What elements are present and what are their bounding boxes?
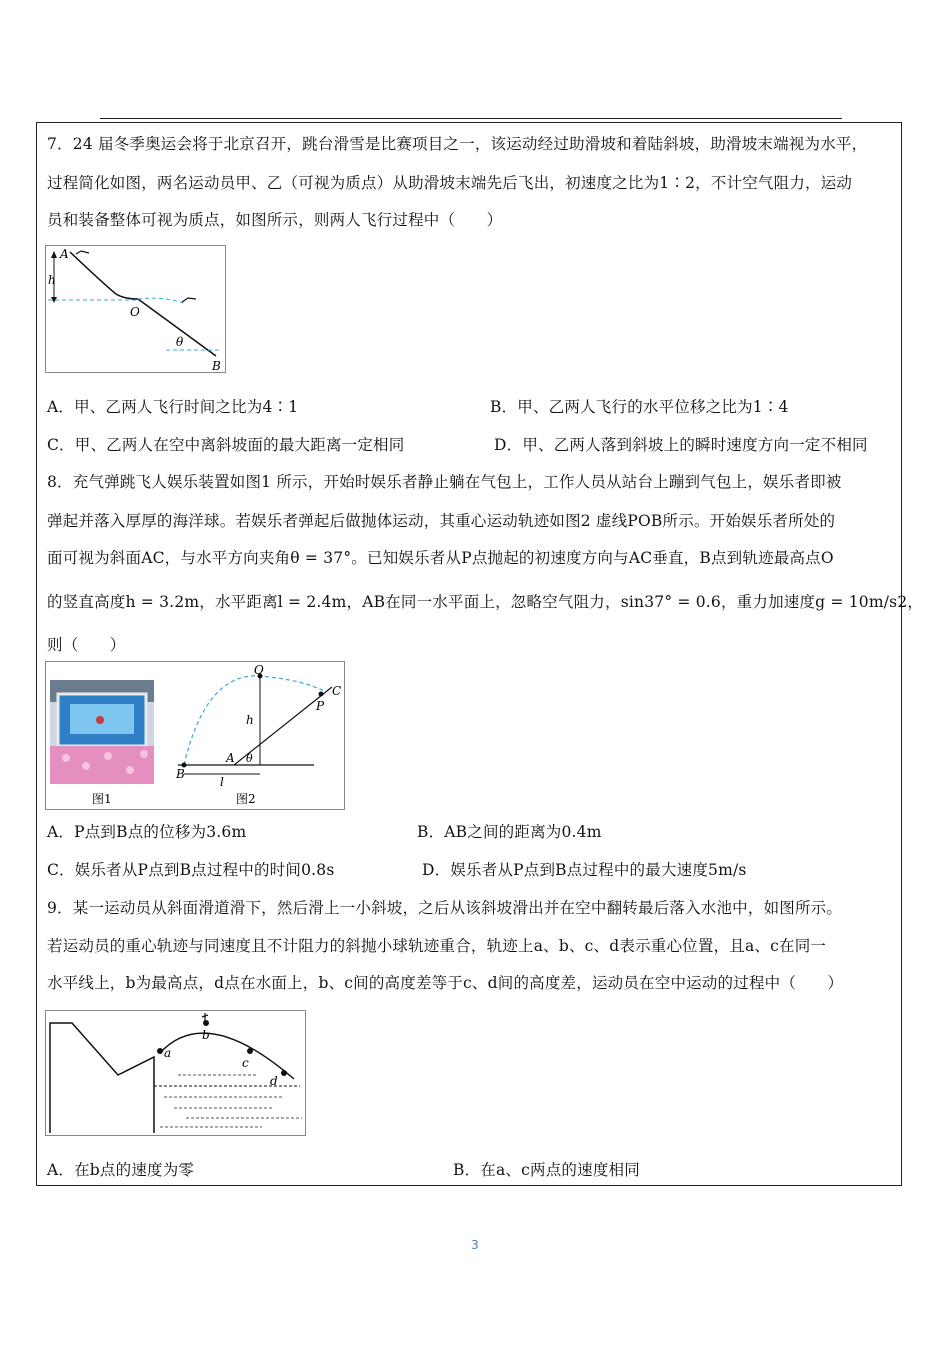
q8-trajectory bbox=[184, 676, 326, 765]
q7-text-line-2: 过程简化如图，两名运动员甲、乙（可视为质点）从助滑坡末端先后飞出，初速度之比为1∶2，不计空气阻力，运动 bbox=[47, 174, 853, 192]
q7-option-c: C．甲、乙两人在空中离斜坡面的最大距离一定相同 bbox=[47, 436, 405, 454]
q8-label-B: B bbox=[176, 767, 185, 781]
q9-text-line-3: 水平线上，b为最高点，d点在水面上，b、c间的高度差等于c、d间的高度差，运动员在空中运动的过程中（ ） bbox=[47, 974, 844, 992]
q9-point-b bbox=[203, 1020, 209, 1026]
q7-label-B: B bbox=[212, 359, 221, 372]
q9-diving-diagram bbox=[46, 1011, 305, 1135]
q7-ski-jump-diagram bbox=[46, 246, 225, 372]
q7-text-line-1: 7．24 届冬季奥运会将于北京召开，跳台滑雪是比赛项目之一，该运动经过助滑坡和着陆斜坡，助滑坡末端视为水平， bbox=[47, 135, 868, 153]
q8-ball-pit bbox=[50, 746, 154, 784]
q7-label-O: O bbox=[130, 305, 140, 319]
q7-text-line-3: 员和装备整体可视为质点，如图所示，则两人飞行过程中（ ） bbox=[47, 211, 503, 229]
q7-label-theta: θ bbox=[176, 335, 184, 349]
q7-option-b: B．甲、乙两人飞行的水平位移之比为1∶4 bbox=[490, 398, 789, 416]
q9-text-line-1: 9．某一运动员从斜面滑道滑下，然后滑上一小斜坡，之后从该斜坡滑出并在空中翻转最后落入水池中，如图所示。 bbox=[47, 899, 843, 917]
q8-label-A: A bbox=[226, 751, 235, 765]
q8-label-P: P bbox=[316, 699, 325, 713]
q7-label-A: A bbox=[60, 247, 69, 261]
q9-figure bbox=[45, 1010, 306, 1136]
q8-label-h: h bbox=[246, 713, 254, 727]
q8-label-O: O bbox=[254, 663, 264, 677]
q9-label-a: a bbox=[164, 1046, 172, 1060]
q8-figure bbox=[45, 661, 345, 810]
q8-diagram bbox=[46, 662, 344, 809]
header-rule bbox=[100, 118, 842, 119]
q8-fig1-caption: 图1 bbox=[92, 792, 112, 806]
q9-point-c bbox=[247, 1048, 253, 1054]
q8-text-line-4: 的竖直高度h = 3.2m，水平距离l = 2.4m，AB在同一水平面上，忽略空气阻力，sin37° = 0.6，重力加速度g = 10m/s2， bbox=[47, 593, 924, 611]
q9-label-b: b bbox=[202, 1028, 210, 1042]
q8-text-line-3: 面可视为斜面AC，与水平方向夹角θ = 37°。已知娱乐者从P点抛起的初速度方向与AC垂直，B点到轨迹最高点O bbox=[47, 549, 834, 567]
q8-label-l: l bbox=[220, 775, 224, 789]
q7-flight-path bbox=[138, 298, 186, 304]
q9-label-c: c bbox=[242, 1056, 249, 1070]
q9-option-b: B．在a、c两点的速度相同 bbox=[453, 1161, 640, 1179]
q9-text-line-2: 若运动员的重心轨迹与同速度且不计阻力的斜抛小球轨迹重合，轨迹上a、b、c、d表示重心位置，且a、c在同一 bbox=[47, 937, 827, 955]
q8-option-b: B．AB之间的距离为0.4m bbox=[417, 823, 602, 841]
q8-fig2-caption: 图2 bbox=[236, 792, 256, 806]
q9-slide-outline bbox=[50, 1023, 154, 1133]
q8-text-line-2: 弹起并落入厚厚的海洋球。若娱乐者弹起后做抛体运动，其重心运动轨迹如图2 虚线POB所示。开始娱乐者所处的 bbox=[47, 512, 836, 530]
q8-option-c: C．娱乐者从P点到B点过程中的时间0.8s bbox=[47, 861, 335, 879]
q7-option-a: A．甲、乙两人飞行时间之比为4∶1 bbox=[47, 398, 299, 416]
page-number: 3 bbox=[471, 1238, 479, 1252]
q8-option-d: D．娱乐者从P点到B点过程中的最大速度5m/s bbox=[422, 861, 747, 879]
q8-option-a: A．P点到B点的位移为3.6m bbox=[47, 823, 247, 841]
q9-label-d: d bbox=[270, 1074, 278, 1088]
q8-person-icon bbox=[96, 716, 104, 724]
q8-label-theta: θ bbox=[246, 752, 253, 765]
q9-point-d bbox=[281, 1070, 287, 1076]
q7-skier-icon bbox=[182, 298, 196, 302]
q7-label-h: h bbox=[48, 273, 56, 287]
q7-option-d: D．甲、乙两人落到斜坡上的瞬时速度方向一定不相同 bbox=[494, 436, 868, 454]
q7-skier-a-icon bbox=[76, 251, 89, 254]
q9-diver-icon bbox=[202, 1013, 208, 1021]
q7-figure bbox=[45, 245, 226, 373]
q9-point-a bbox=[157, 1048, 163, 1054]
q9-option-a: A．在b点的速度为零 bbox=[47, 1161, 195, 1179]
q7-takeoff-slope bbox=[70, 252, 138, 299]
q8-text-line-1: 8．充气弹跳飞人娱乐装置如图1 所示，开始时娱乐者静止躺在气包上，工作人员从站台上蹦到气包上，娱乐者即被 bbox=[47, 473, 842, 491]
q9-trajectory bbox=[160, 1033, 294, 1079]
q8-label-C: C bbox=[332, 684, 342, 698]
q8-text-line-5: 则（ ） bbox=[47, 636, 126, 654]
